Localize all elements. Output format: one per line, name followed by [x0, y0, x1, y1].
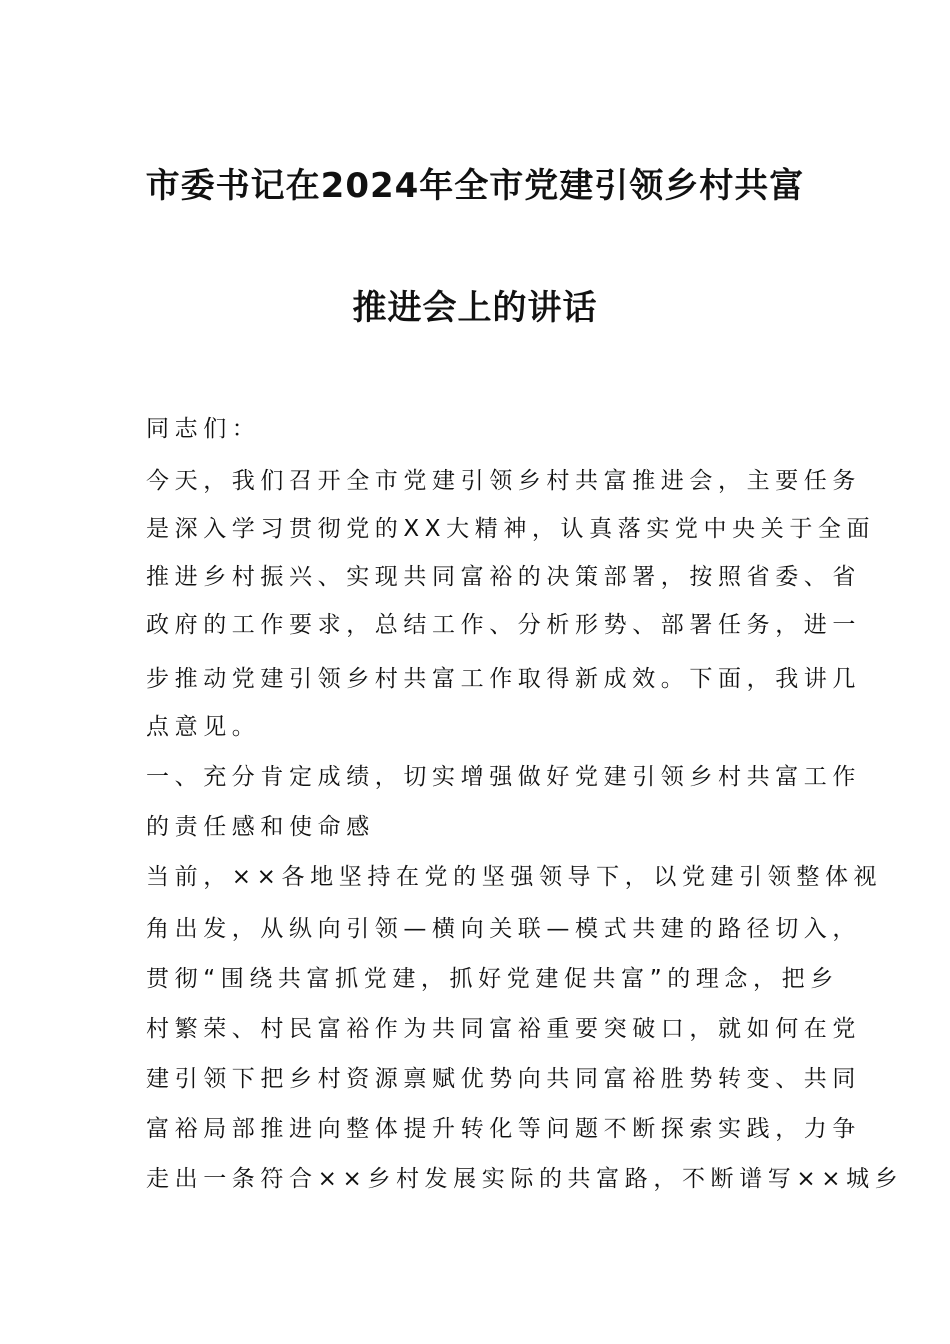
- body-text-line: 走出一条符合××乡村发展实际的共富路，不断谱写××城乡: [146, 1166, 904, 1192]
- body-text-line: 政府的工作要求，总结工作、分析形势、部署任务，进一: [146, 612, 861, 638]
- body-text-line: 是深入学习贯彻党的XX大精神，认真落实党中央关于全面: [146, 516, 876, 542]
- body-text-line: 村繁荣、村民富裕作为共同富裕重要突破口，就如何在党: [146, 1016, 861, 1042]
- salutation: 同志们：: [146, 416, 261, 442]
- body-text-line: 推进乡村振兴、实现共同富裕的决策部署，按照省委、省: [146, 564, 861, 590]
- body-text-line: 建引领下把乡村资源禀赋优势向共同富裕胜势转变、共同: [146, 1066, 861, 1092]
- body-text-line: 点意见。: [146, 714, 261, 740]
- document-title-line-2: 推进会上的讲话: [352, 288, 598, 328]
- body-text-line: 当前，××各地坚持在党的坚强领导下，以党建引领整体视: [146, 864, 883, 890]
- body-text-line: 今天，我们召开全市党建引领乡村共富推进会，主要任务: [146, 468, 861, 494]
- section-heading-line: 的责任感和使命感: [146, 814, 375, 840]
- body-text-line: 步推动党建引领乡村共富工作取得新成效。下面，我讲几: [146, 666, 861, 692]
- document-title-line-1: 市委书记在2024年全市党建引领乡村共富: [145, 166, 805, 206]
- body-text-line: 贯彻“围绕共富抓党建，抓好党建促共富”的理念，把乡: [146, 966, 839, 992]
- body-text-line: 角出发，从纵向引领—横向关联—模式共建的路径切入，: [146, 916, 861, 942]
- body-text-line: 富裕局部推进向整体提升转化等问题不断探索实践，力争: [146, 1116, 861, 1142]
- section-heading-line: 一、充分肯定成绩，切实增强做好党建引领乡村共富工作: [146, 764, 861, 790]
